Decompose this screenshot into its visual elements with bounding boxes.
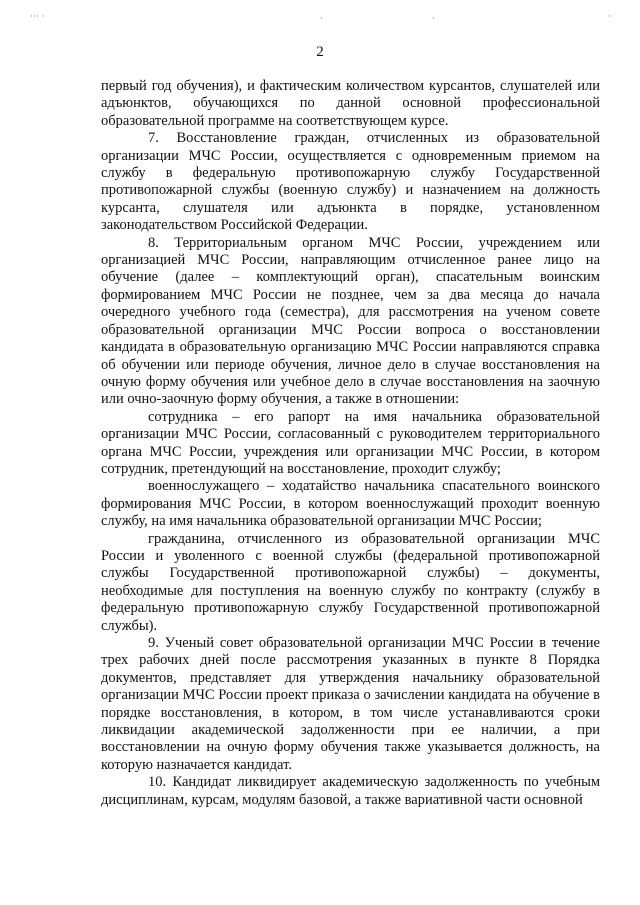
scan-artifact: · [320, 14, 323, 24]
scan-artifact: · [608, 12, 611, 22]
paragraph-citizen: гражданина, отчисленного из образовательной организации МЧС России и уволенного с военной службы (федеральной противопожарной службы Государственной противопожарной службы) – документы, необходимые для поступления на военную службу по контракту (службу в федеральную противопожарную службу Государственной противопожарной службы). [101, 530, 600, 634]
paragraph-continuation: первый год обучения), и фактическим количеством курсантов, слушателей или адъюнктов, обучающихся по данной основной профессиональной образовательной программе на соответствующем курсе. [101, 78, 600, 129]
paragraph-employee: сотрудника – его рапорт на имя начальника образовательной организации МЧС России, согласованный с руководителем территориального органа МЧС России, учреждения или организации МЧС России, в котором сотрудник, претендующий на восстановление, проходит службу; [101, 408, 600, 477]
paragraph-9: 9. Ученый совет образовательной организации МЧС России в течение трех рабочих дней после рассмотрения указанных в пункте 8 Порядка документов, представляет для утверждения начальнику образовательной организации МЧС России проект приказа о зачислении кандидата на обучение в порядке восстановления, в котором, в том числе устанавливаются сроки ликвидации академической задолженности при ее наличии, а при восстановлении на очную форму обучения также указывается должность, на которую назначается кандидат. [101, 635, 600, 773]
scan-artifact: · [432, 14, 435, 24]
paragraph-serviceman: военнослужащего – ходатайство начальника спасательного воинского формирования МЧС России, в котором военнослужащий проходит военную службу, на имя начальника образовательной организации МЧС России; [101, 478, 600, 530]
paragraph-8: 8. Территориальным органом МЧС России, учреждением или организацией МЧС России, направляющим отчисленное ранее лицо на обучение (далее – комплектующий орган), спасательным воинским формированием МЧС России не позднее, чем за два месяца до начала очередного учебного года (семестра), для рассмотрения на ученом совете образовательной организации МЧС России вопроса о восстановлении кандидата в образовательную организацию МЧС России направляются справка об обучении или периоде обучения, личное дело в случае восстановления на очную форму обучения или учебное дело в случае восстановления на заочную или очно-заочную форму обучения, а также в отношении: [101, 234, 600, 408]
paragraph-7: 7. Восстановление граждан, отчисленных из образовательной организации МЧС России, осуществляется с одновременным приемом на службу в федеральную противопожарную службу Государственной противопожарной службы (военную службу) и назначением на должность курсанта, слушателя или адъюнкта в порядке, установленном законодательством Российской Федерации. [101, 130, 600, 234]
paragraph-10: 10. Кандидат ликвидирует академическую задолженность по учебным дисциплинам, курсам, модулям базовой, а также вариативной части основной [101, 774, 600, 808]
document-body [101, 78, 600, 809]
page-number: 2 [316, 44, 324, 60]
scan-artifact: ··· · [30, 12, 45, 22]
